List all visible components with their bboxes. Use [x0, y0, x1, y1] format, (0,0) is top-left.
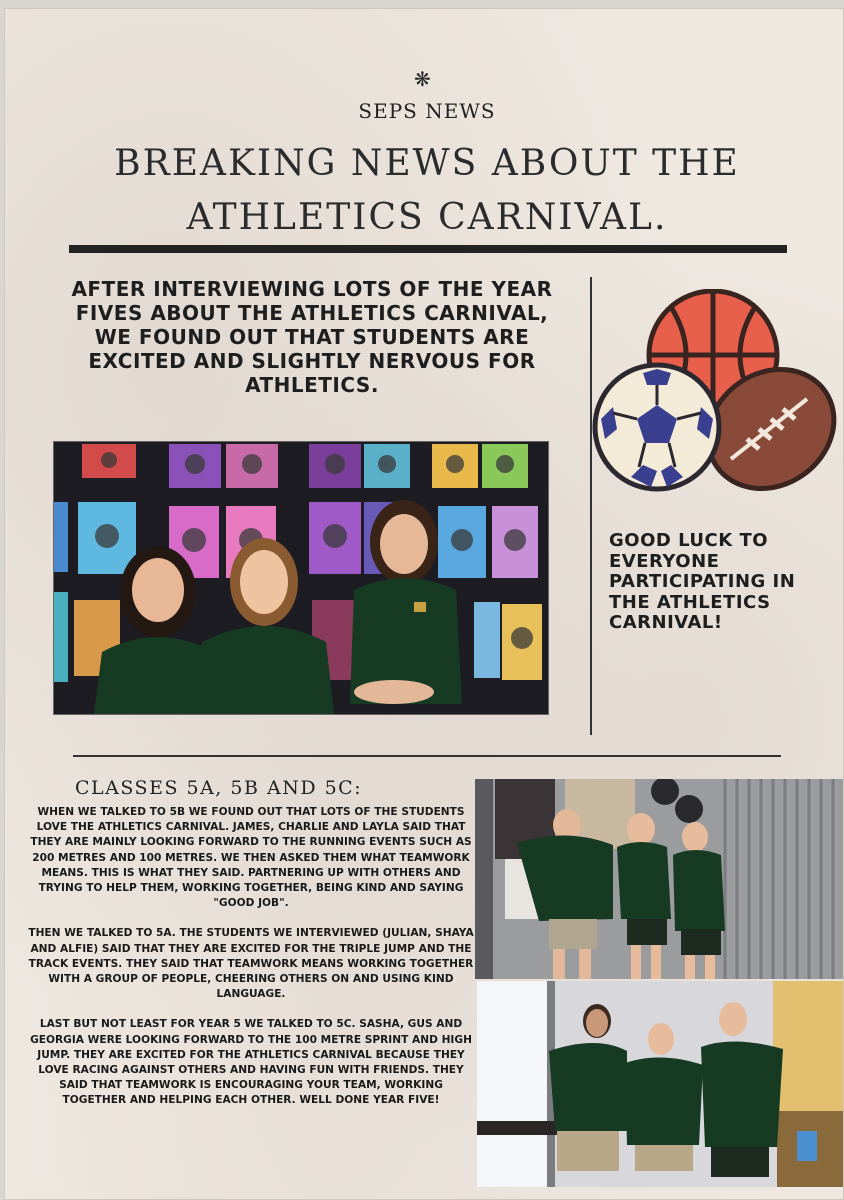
students-photo-wall	[475, 779, 844, 979]
masthead-kicker: SEPS NEWS	[358, 99, 496, 123]
good-luck-message: GOOD LUCK TO EVERYONE PARTICIPATING IN THE ATHLETICS CARNIVAL!	[609, 530, 796, 633]
paragraph-5b: WHEN WE TALKED TO 5B WE FOUND OUT THAT LOTS OF THE STUDENTS LOVE THE ATHLETICS CARNIVAL. JAMES, CHARLIE AND LAYLA SAID THAT THEY ARE MAINLY LOOKING FORWARD TO THE RUNNING EVENTS SUCH AS 200 METRES AND 100 METRES. WE THEN ASKED THEM WHAT TEAMWORK MEANS. THIS IS WHAT THEY SAID. PARTNERING UP WITH OTHERS AND TRYING TO HELP THEM, WORKING TOGETHER, BEING KIND AND SAYING "GOOD JOB".	[30, 806, 472, 910]
sports-balls-illustration	[591, 289, 839, 495]
classes-article	[27, 805, 475, 1124]
masthead-flower-icon: ❋	[414, 67, 431, 91]
classes-heading: CLASSES 5A, 5B AND 5C:	[75, 777, 363, 799]
page-title: BREAKING NEWS ABOUT THE ATHLETICS CARNIVAL.	[114, 143, 740, 238]
paragraph-5c: LAST BUT NOT LEAST FOR YEAR 5 WE TALKED TO 5C. SASHA, GUS AND GEORGIA WERE LOOKING FORWARD TO THE 100 METRE SPRINT AND HIGH JUMP. THEY ARE EXCITED FOR THE ATHLETICS CARNIVAL BECAUSE THEY LOVE RACING AGAINST OTHERS AND HAVING FUN WITH FRIENDS. THEY SAID THAT TEAMWORK IS ENCOURAGING YOUR TEAM, WORKING TOGETHER AND HELPING EACH OTHER. WELL DONE YEAR FIVE!	[30, 1018, 472, 1107]
soccer-ball-icon	[595, 365, 719, 489]
title-divider	[69, 245, 787, 253]
section-divider	[73, 755, 781, 757]
paragraph-5a: THEN WE TALKED TO 5A. THE STUDENTS WE INTERVIEWED (JULIAN, SHAYA AND ALFIE) SAID THAT THEY ARE EXCITED FOR THE TRIPLE JUMP AND THE TRACK EVENTS. THEY SAID THAT TEAMWORK MEANS WORKING TOGETHER WITH A GROUP OF PEOPLE, CHEERING OTHERS ON AND USING KIND LANGUAGE.	[28, 927, 474, 1001]
students-photo-classroom	[477, 981, 843, 1187]
newsletter-page	[4, 8, 844, 1200]
lead-paragraph: AFTER INTERVIEWING LOTS OF THE YEAR FIVES ABOUT THE ATHLETICS CARNIVAL, WE FOUND OUT THAT STUDENTS ARE EXCITED AND SLIGHTLY NERVOUS FOR ATHLETICS.	[71, 277, 553, 397]
students-photo-artwork	[53, 441, 549, 715]
